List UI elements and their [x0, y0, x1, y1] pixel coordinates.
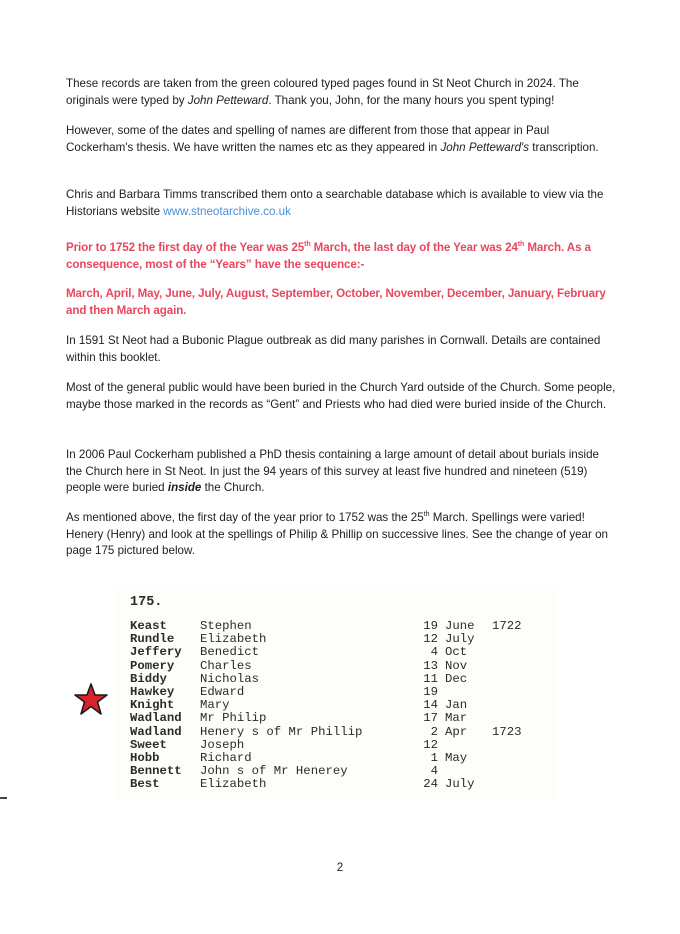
record-month: May [445, 751, 468, 765]
differences-text-end: transcription. [529, 140, 599, 154]
emphasis-inside: inside [167, 481, 202, 494]
record-row [130, 620, 560, 633]
record-forename: Elizabeth [200, 632, 267, 647]
ordinal-suffix: th [517, 241, 525, 249]
record-month: Jan [445, 698, 468, 713]
record-month: Dec [445, 671, 468, 686]
record-surname: Best [130, 777, 160, 792]
record-row [130, 646, 560, 659]
record-day: 12 [423, 632, 438, 647]
record-surname: Sweet [130, 737, 167, 752]
record-forename: Henery s of Mr Phillip [200, 724, 363, 739]
intro-paragraph-database [66, 187, 618, 220]
record-day: 2 [430, 724, 438, 739]
record-row [130, 712, 560, 725]
year-notice-text-3: March. As a consequence, most of the “Years” have the sequence:- [66, 241, 591, 271]
intro-text-end: . Thank you, John, for the many hours you spent typing! [268, 93, 555, 107]
record-month: Nov [445, 658, 468, 673]
record-forename: Richard [200, 751, 252, 765]
record-row [130, 699, 560, 712]
record-forename: Elizabeth [200, 777, 267, 792]
thesis-paragraph [66, 447, 618, 497]
record-month: July [445, 777, 475, 792]
record-row [130, 739, 560, 752]
thesis-text: In 2006 Paul Cockerham published a PhD thesis containing a large amount of detail about burials inside the Church here in St Neot. In just the 94 years of this survey at least five hundred and nineteen (519) people were buried [66, 448, 600, 494]
record-day: 17 [423, 711, 438, 726]
record-month: Oct [445, 645, 468, 660]
record-day: 19 [423, 619, 438, 633]
record-day: 1 [430, 751, 438, 765]
record-month: July [445, 632, 475, 647]
thesis-text-end: the Church. [201, 481, 265, 494]
margin-mark [0, 797, 7, 799]
plague-paragraph: In 1591 St Neot had a Bubonic Plague outbreak as did many parishes in Cornwall. Details are contained within this booklet. [66, 334, 601, 364]
record-surname: Rundle [130, 632, 175, 647]
mention-text-end: March. Spellings were varied! Henery (Henry) and look at the spellings of Philip & Phillip on successive lines. See the change of year on page 175 pictured below. [66, 511, 608, 557]
record-day: 4 [430, 764, 438, 779]
record-day: 4 [430, 645, 438, 660]
record-day: 12 [423, 737, 438, 752]
record-year: 1722 [492, 619, 522, 633]
record-forename: Mr Philip [200, 711, 267, 726]
record-day: 11 [423, 671, 438, 686]
record-forename: Mary [200, 698, 230, 713]
record-row [130, 660, 560, 673]
record-row [130, 765, 560, 778]
record-row [130, 726, 560, 739]
record-month: Apr [445, 724, 468, 739]
record-row [130, 633, 560, 646]
mention-text: As mentioned above, the first day of the year prior to 1752 was the 25 [66, 511, 424, 524]
mention-paragraph [66, 510, 618, 560]
author-name-possessive: John Petteward's [440, 140, 530, 154]
record-day: 14 [423, 698, 438, 713]
intro-text: These records are taken from the green coloured typed pages found in St Neot Church in 2024. The originals were typed by [66, 77, 579, 107]
record-day: 13 [423, 658, 438, 673]
record-surname: Biddy [130, 671, 167, 686]
record-surname: Hobb [130, 751, 160, 765]
record-surname: Jeffery [130, 645, 182, 660]
year-notice-text: Prior to 1752 the first day of the Year was 25 [66, 241, 305, 254]
record-row [130, 752, 560, 765]
record-surname: Keast [130, 619, 167, 633]
database-text: Chris and Barbara Timms transcribed them onto a searchable database which is available to view via the Historians website [66, 188, 604, 218]
record-surname: Bennett [130, 764, 182, 779]
record-forename: Nicholas [200, 671, 260, 686]
year-notice [66, 240, 618, 273]
intro-paragraph-differences [66, 123, 618, 156]
archive-website-link[interactable]: www.stneotarchive.co.uk [163, 204, 291, 218]
record-row [130, 686, 560, 699]
intro-paragraph-source [66, 76, 618, 109]
record-surname: Wadland [130, 711, 182, 726]
record-year: 1723 [492, 724, 522, 739]
record-forename: Charles [200, 658, 252, 673]
record-forename: John s of Mr Henerey [200, 764, 348, 779]
burial-paragraph: Most of the general public would have been buried in the Church Yard outside of the Church. Some people, maybe those marked in the records as “Gent” and Priests who had died were buried inside of the Church. [66, 381, 616, 411]
record-surname: Wadland [130, 724, 182, 739]
typed-record-scan [118, 585, 558, 800]
differences-text: However, some of the dates and spelling of names are different from those that appear in Paul Cockerham's thesis. We have written the names etc as they appeared in [66, 124, 550, 154]
record-row [130, 673, 560, 686]
ordinal-suffix: th [304, 241, 311, 249]
record-surname: Knight [130, 698, 175, 713]
ordinal-suffix: th [423, 511, 430, 519]
record-forename: Benedict [200, 645, 260, 660]
record-surname: Pomery [130, 658, 175, 673]
record-forename: Joseph [200, 737, 245, 752]
record-row [130, 778, 560, 791]
star-icon [74, 683, 108, 715]
month-sequence: March, April, May, June, July, August, September, October, November, December, January, February and then March again. [66, 287, 606, 317]
record-forename: Edward [200, 685, 245, 699]
scan-page-label: 175. [130, 595, 163, 610]
page-number: 2 [336, 862, 344, 874]
year-notice-text-2: March, the last day of the Year was 24 [310, 241, 518, 254]
record-surname: Hawkey [130, 685, 175, 699]
record-day: 19 [423, 685, 438, 699]
record-month: Mar [445, 711, 468, 726]
record-day: 24 [423, 777, 438, 792]
record-month: June [445, 619, 475, 633]
record-forename: Stephen [200, 619, 252, 633]
author-name: John Petteward [187, 93, 269, 107]
